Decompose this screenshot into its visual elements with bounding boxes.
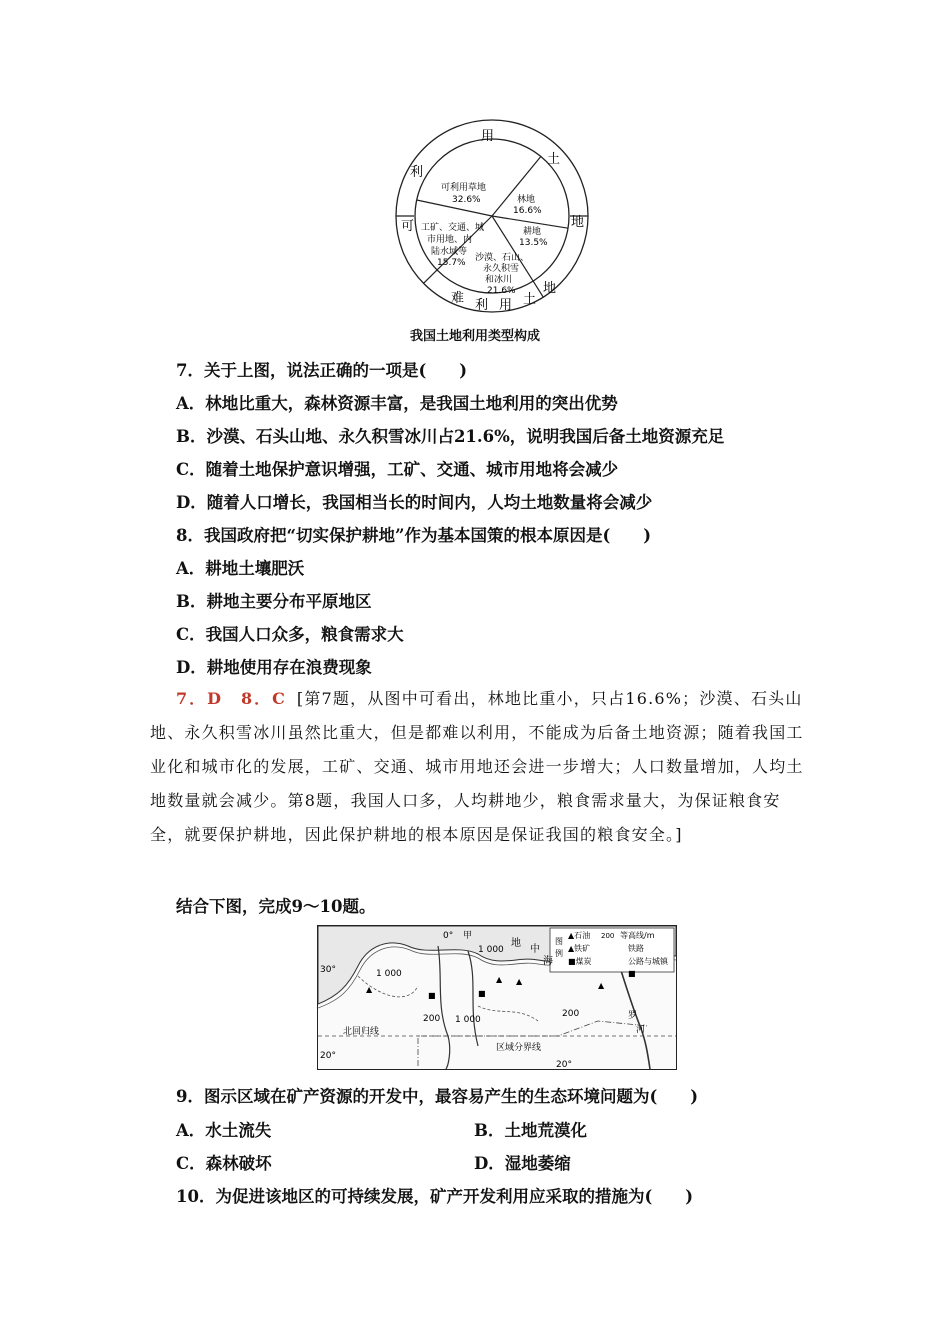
legend-road: 公路与城镇	[628, 957, 668, 966]
q7-option-b: B．沙漠、石头山地、永久积雪冰川占21.6%，说明我国后备土地资源充足	[176, 427, 725, 446]
land-use-pie-chart	[395, 118, 590, 318]
slice-label-desert-line1: 沙漠、石山、	[475, 253, 530, 263]
map-label-1000-top: 1 000	[478, 945, 504, 955]
map-label-200-b: 200	[562, 1009, 580, 1019]
q8-option-b: B．耕地主要分布平原地区	[176, 592, 372, 611]
pie-svg	[395, 118, 590, 318]
slice-label-farmland: 耕地	[523, 227, 542, 237]
slice-label-industrial-line2: 市用地、内	[427, 235, 473, 245]
oil-symbol: ▲	[516, 977, 523, 986]
map-label-lat20: 20°	[320, 1051, 336, 1061]
map-label-lat20-b: 20°	[556, 1060, 572, 1069]
ring-label-nan: 难	[451, 291, 465, 306]
slice-label-grassland: 可利用草地	[441, 183, 487, 193]
intro-9-10: 结合下图，完成9～10题。	[176, 897, 376, 916]
slice-label-desert-line3: 和冰川	[485, 275, 513, 285]
legend-iron: ▲铁矿	[568, 944, 591, 953]
oil-symbol: ▲	[496, 975, 503, 984]
map-label-lon0: 0°	[443, 931, 454, 941]
map-label-di: 地	[511, 938, 521, 949]
ring-label-yong2: 用	[499, 298, 513, 313]
q7-option-a: A．林地比重大，森林资源丰富，是我国土地利用的突出优势	[176, 394, 618, 413]
map-label-boundary: 区域分界线	[496, 1043, 542, 1053]
answer-key: 7．D 8．C	[176, 689, 287, 708]
ring-label-di: 地	[571, 215, 585, 230]
legend-rail: 铁路	[628, 944, 644, 953]
q9-option-b: B．土地荒漠化	[474, 1121, 587, 1140]
q7-option-d: D．随着人口增长，我国相当长的时间内，人均土地数量将会减少	[176, 493, 653, 512]
map-label-hai: 海	[543, 956, 553, 967]
q8-stem: 8．我国政府把“切实保护耕地”作为基本国策的根本原因是( )	[176, 526, 652, 545]
map-label-1000-left: 1 000	[376, 969, 402, 979]
legend-oil: ▲石油	[568, 931, 591, 940]
q9-option-a: A．水土流失	[176, 1121, 272, 1140]
q8-option-d: D．耕地使用存在浪费现象	[176, 658, 372, 677]
q9-option-c: C．森林破坏	[176, 1154, 272, 1173]
q8-option-c: C．我国人口众多，粮食需求大	[176, 625, 404, 644]
region-map	[317, 925, 677, 1070]
coal-symbol: ■	[628, 969, 636, 978]
ring-label-di2: 地	[543, 281, 557, 296]
ring-label-tu2: 土	[523, 292, 537, 307]
q9-option-d: D．湿地萎缩	[474, 1154, 571, 1173]
q8-option-a: A．耕地土壤肥沃	[176, 559, 305, 578]
map-label-zhong: 中	[530, 944, 540, 955]
slice-pct-grassland: 32.6%	[452, 195, 481, 205]
map-label-lat30: 30°	[320, 965, 336, 975]
slice-pct-farmland: 13.5%	[519, 238, 548, 248]
contour-2	[478, 1006, 538, 1021]
ring-label-ke: 可	[401, 219, 415, 234]
road-1	[438, 946, 450, 1069]
ring-label-yong: 用	[481, 129, 495, 144]
answer-text: [第7题，从图中可看出，林地比重小，只占16.6%；沙漠、石头山地、永久积雪冰川虽然比重大，但是都难以利用，不能成为后备土地资源；随着我国工业化和城市化的发展，工矿、交通、城市用地还会进一步增大；人口数量增加，人均土地数量就会减少。第8题，我国人口多，人均耕地少，粮食需求量大，为保证粮食安全，就要保护耕地，因此保护耕地的根本原因是保证我国的粮食安全。]	[150, 689, 804, 844]
coal-symbol: ■	[478, 989, 486, 998]
map-label-tropic: 北回归线	[343, 1027, 380, 1037]
q7-stem: 7．关于上图，说法正确的一项是( )	[176, 361, 468, 380]
road-2	[468, 951, 478, 1046]
map-label-luo: 罗	[628, 1011, 638, 1021]
oil-symbol: ▲	[366, 985, 373, 994]
slice-label-forest: 林地	[517, 195, 536, 205]
legend-coal: ■煤炭	[568, 957, 592, 966]
map-label-jia: 甲	[463, 931, 473, 941]
ring-label-tu: 土	[547, 152, 561, 167]
q10-stem: 10．为促进该地区的可持续发展，矿产开发利用应采取的措施为( )	[176, 1187, 694, 1206]
ring-divider-bottom-left	[424, 270, 438, 283]
legend-title-1: 图	[555, 937, 563, 946]
slice-label-desert-line2: 永久积雪	[483, 264, 520, 274]
ring-label-li2: 利	[475, 298, 489, 313]
legend-contour: 等高线/m	[620, 931, 655, 940]
slice-pct-forest: 16.6%	[513, 206, 542, 216]
map-label-1000-mid: 1 000	[455, 1015, 481, 1025]
map-label-200-a: 200	[423, 1014, 441, 1024]
legend-contour-value: 200	[601, 932, 615, 940]
slice-pct-industrial: 15.7%	[437, 258, 466, 268]
slice-label-industrial-line1: 工矿、交通、城	[421, 223, 485, 233]
coal-symbol: ■	[428, 991, 436, 1000]
q9-stem: 9．图示区域在矿产资源的开发中，最容易产生的生态环境问题为( )	[176, 1087, 699, 1106]
ring-label-li: 利	[410, 165, 424, 180]
slice-label-industrial-line3: 陆水域等	[431, 247, 468, 257]
pie-caption: 我国土地利用类型构成	[409, 329, 540, 344]
map-svg	[318, 926, 676, 1069]
legend-title-2: 例	[555, 949, 563, 958]
oil-symbol: ▲	[598, 981, 605, 990]
map-label-he: 河	[636, 1025, 646, 1035]
q7-option-c: C．随着土地保护意识增强，工矿、交通、城市用地将会减少	[176, 460, 619, 479]
answer-explanation	[150, 682, 810, 852]
slice-pct-desert: 21.6%	[487, 286, 516, 296]
